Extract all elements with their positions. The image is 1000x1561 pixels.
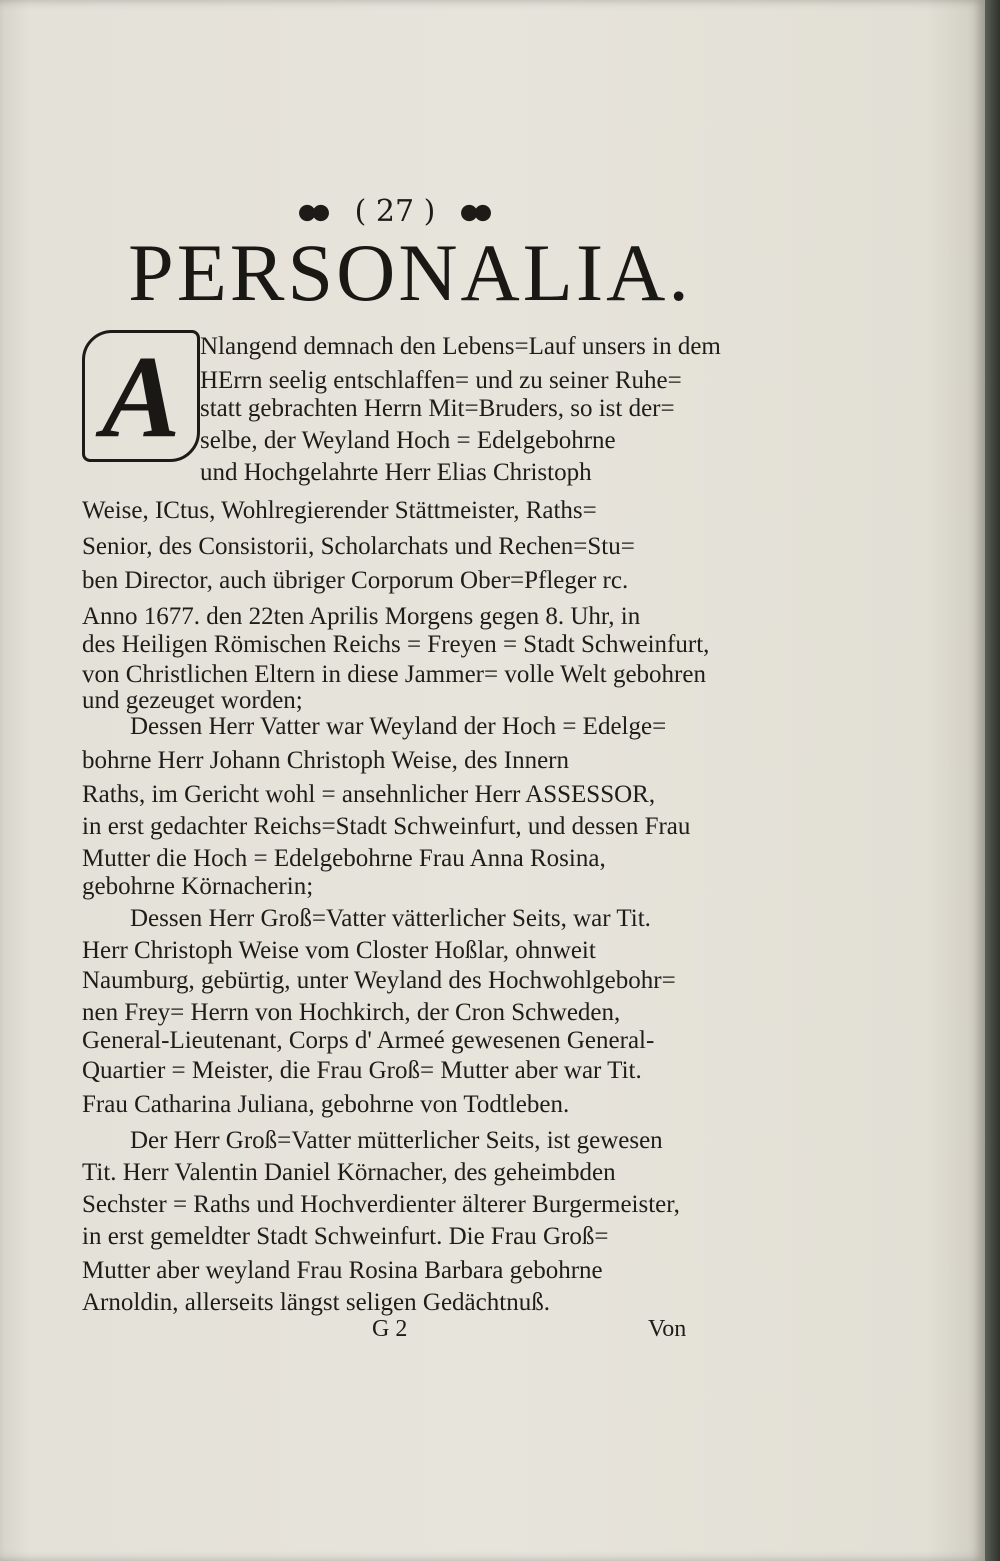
text-line: in erst gedachter Reichs=Stadt Schweinfurt, und dessen Frau	[82, 813, 691, 840]
text-line: Sechster = Raths und Hochverdienter älterer Burgermeister,	[82, 1191, 680, 1218]
text-line: Mutter die Hoch = Edelgebohrne Frau Anna Rosina,	[82, 845, 606, 872]
text-line: Raths, im Gericht wohl = ansehnlicher Herr ASSESSOR,	[82, 781, 656, 808]
text-line: Frau Catharina Juliana, gebohrne von Todtleben.	[82, 1091, 570, 1118]
text-line: Der Herr Groß=Vatter mütterlicher Seits, ist gewesen	[130, 1127, 663, 1154]
text-line: und Hochgelahrte Herr Elias Christoph	[200, 459, 592, 486]
catchword: Von	[648, 1316, 687, 1342]
text-line: Weise, ICtus, Wohlregierender Stättmeister, Raths=	[82, 497, 597, 524]
text-line: und gezeuget worden;	[82, 687, 303, 714]
drop-cap: A	[82, 330, 200, 462]
signature-mark: G 2	[372, 1316, 408, 1342]
text-line: von Christlichen Eltern in diese Jammer= volle Welt gebohren	[82, 661, 706, 688]
text-line: des Heiligen Römischen Reichs = Freyen = Stadt Schweinfurt,	[82, 631, 710, 658]
text-line: gebohrne Körnacherin;	[82, 873, 314, 900]
text-line: Senior, des Consistorii, Scholarchats und Rechen=Stu=	[82, 533, 635, 560]
text-line: Arnoldin, allerseits längst seligen Gedächtnuß.	[82, 1289, 550, 1316]
text-line: Quartier = Meister, die Frau Groß= Mutter aber war Tit.	[82, 1057, 642, 1084]
text-line: Nlangend demnach den Lebens=Lauf unsers in dem	[200, 333, 721, 360]
text-line: bohrne Herr Johann Christoph Weise, des Innern	[82, 747, 569, 774]
text-line: Tit. Herr Valentin Daniel Körnacher, des geheimbden	[82, 1159, 616, 1186]
text-line: ben Director, auch übriger Corporum Ober=Pfleger rc.	[82, 567, 629, 594]
ornament-left-icon	[297, 202, 331, 224]
text-line: selbe, der Weyland Hoch = Edelgebohrne	[200, 427, 616, 454]
text-line: Dessen Herr Vatter war Weyland der Hoch = Edelge=	[130, 713, 667, 740]
text-line: Naumburg, gebürtig, unter Weyland des Hochwohlgebohr=	[82, 967, 676, 994]
text-line: Herr Christoph Weise vom Closter Hoßlar, ohnweit	[82, 937, 596, 964]
text-line: Anno 1677. den 22ten Aprilis Morgens gegen 8. Uhr, in	[82, 603, 641, 630]
page-title: PERSONALIA.	[128, 227, 692, 318]
text-line: nen Frey= Herrn von Hochkirch, der Cron Schweden,	[82, 999, 621, 1026]
text-line: HErrn seelig entschlaffen= und zu seiner Ruhe=	[200, 367, 682, 394]
text-line: General-Lieutenant, Corps d' Armeé gewesenen General-	[82, 1027, 655, 1054]
ornament-right-icon	[459, 202, 493, 224]
text-line: in erst gemeldter Stadt Schweinfurt. Die Frau Groß=	[82, 1223, 609, 1250]
book-spine	[985, 0, 1000, 1561]
text-line: Mutter aber weyland Frau Rosina Barbara gebohrne	[82, 1257, 603, 1284]
page-number: ( 27 )	[354, 194, 436, 229]
text-line: Dessen Herr Groß=Vatter vätterlicher Seits, war Tit.	[130, 905, 651, 932]
text-line: statt gebrachten Herrn Mit=Bruders, so ist der=	[200, 395, 675, 422]
